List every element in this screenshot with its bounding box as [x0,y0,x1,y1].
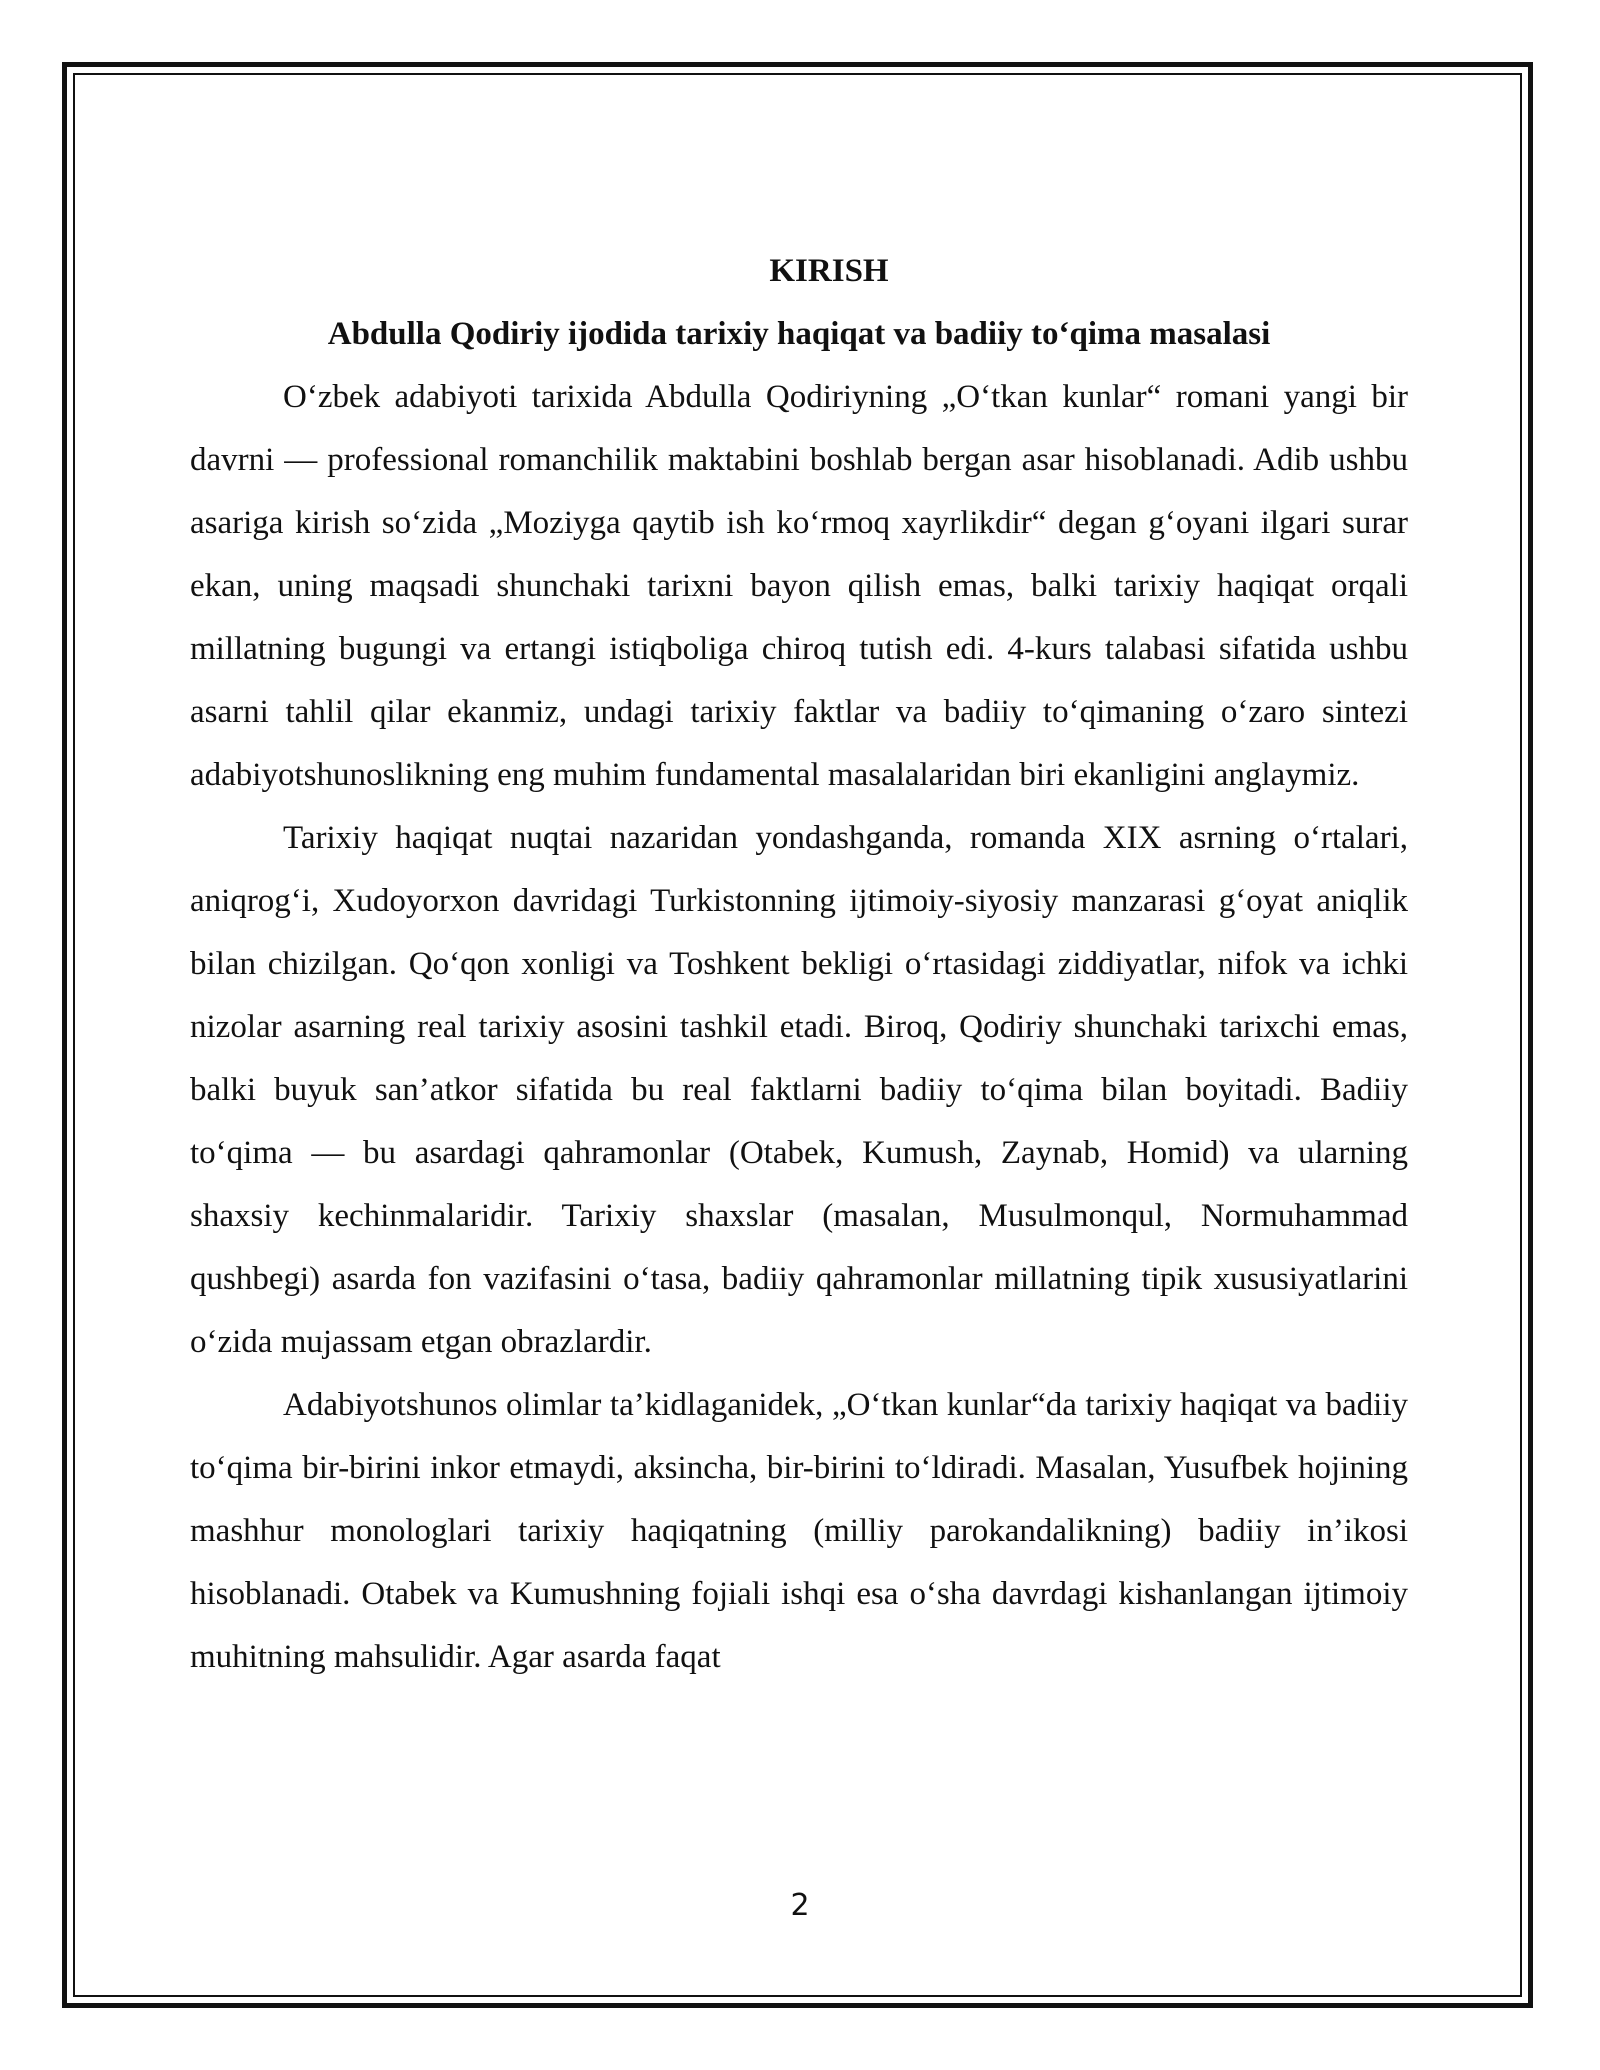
section-subheading: Abdulla Qodiriy ijodida tarixiy haqiqat va badiiy to‘qima masalasi [327,316,1271,352]
paragraph-2: Tarixiy haqiqat nuqtai nazaridan yondashganda, romanda XIX asrning o‘rtalari, aniqrog‘i, Xudoyorxon davridagi Turkistonning ijtimoiy-siyosiy manzarasi g‘oyat aniqlik bilan chizilgan. Qo‘qon xonligi va Toshkent bekligi o‘rtasidagi ziddiyatlar, nifok va ichki nizolar asarning real tarixiy asosini tashkil etadi. Biroq, Qodiriy shunchaki tarixchi emas, balki buyuk san’atkor sifatida bu real faktlarni badiiy to‘qima bilan boyitadi. Badiiy to‘qima — bu asardagi qahramonlar (Otabek, Kumush, Zaynab, Homid) va ularning shaxsiy kechinmalaridir. Tarixiy shaxslar (masalan, Musulmonqul, Normuhammad qushbegi) asarda fon vazifasini o‘tasa, badiiy qahramonlar millatning tipik xususiyatlarini o‘zida mujassam etgan obrazlardir. [190,820,1408,1360]
section-heading: KIRISH [769,253,889,289]
page-number: 2 [790,1888,810,1923]
paragraph-1: O‘zbek adabiyoti tarixida Abdulla Qodiriyning „O‘tkan kunlar“ romani yangi bir davrni — professional romanchilik maktabini boshlab bergan asar hisoblanadi. Adib ushbu asariga kirish so‘zida „Moziyga qaytib ish ko‘rmoq xayrlikdir“ degan g‘oyani ilgari surar ekan, uning maqsadi shunchaki tarixni bayon qilish emas, balki tarixiy haqiqat orqali millatning bugungi va ertangi istiqboliga chiroq tutish edi. 4-kurs talabasi sifatida ushbu asarni tahlil qilar ekanmiz, undagi tarixiy faktlar va badiiy to‘qimaning o‘zaro sintezi adabiyotshunoslikning eng muhim fundamental masalalaridan biri ekanligini anglaymiz. [190,379,1408,793]
paragraph-3: Adabiyotshunos olimlar ta’kidlaganidek, „O‘tkan kunlar“da tarixiy haqiqat va badiiy to‘qima bir-birini inkor etmaydi, aksincha, bir-birini to‘ldiradi. Masalan, Yusufbek hojining mashhur monologlari tarixiy haqiqatning (milliy parokandalikning) badiiy in’ikosi hisoblanadi. Otabek va Kumushning fojiali ishqi esa o‘sha davrdagi kishanlangan ijtimoiy muhitning mahsulidir. Agar asarda faqat [190,1387,1408,1675]
page-content [190,240,1408,1689]
